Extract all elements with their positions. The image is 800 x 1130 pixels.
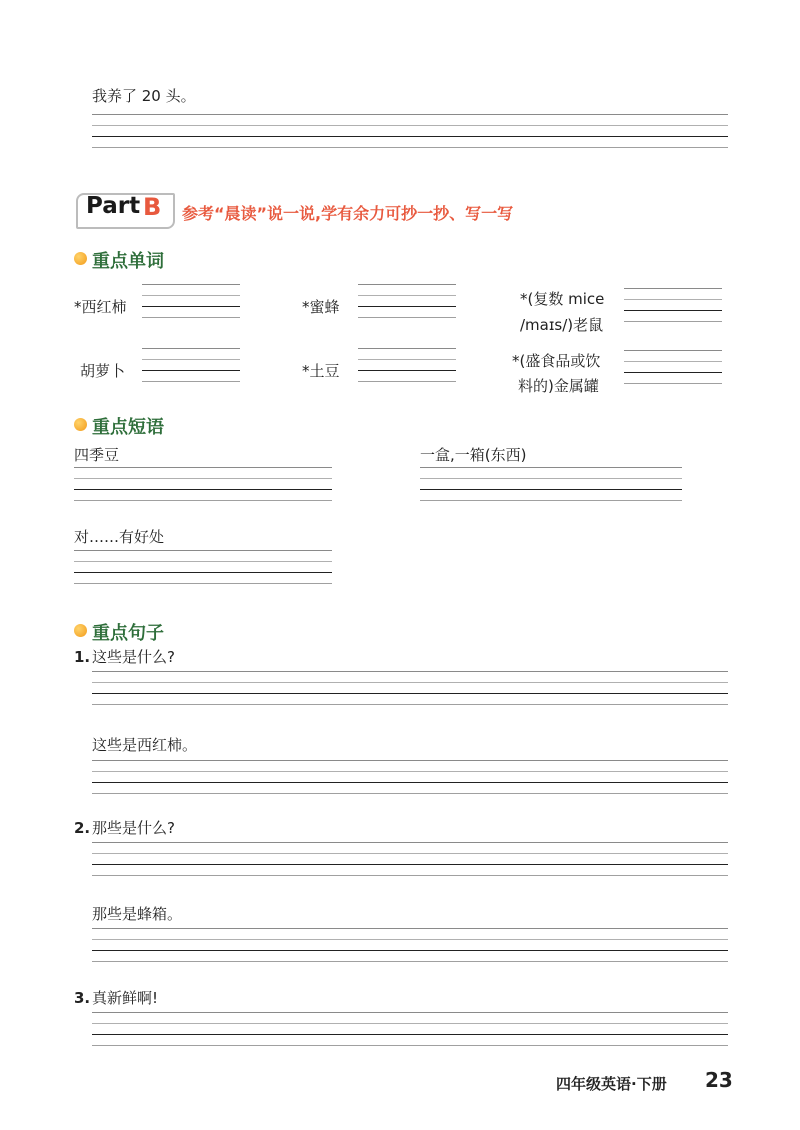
writing-lines[interactable] xyxy=(142,284,240,320)
sentence-text: 那些是蜂箱。 xyxy=(92,905,183,923)
writing-lines[interactable] xyxy=(624,350,722,386)
word-label: *西红柿 xyxy=(74,298,127,316)
word-label: *土豆 xyxy=(302,362,340,380)
section-title-sentences: 重点句子 xyxy=(92,623,164,644)
writing-lines[interactable] xyxy=(74,550,332,586)
writing-lines[interactable] xyxy=(142,348,240,384)
intro-sentence: 我养了 20 头。 xyxy=(92,87,196,105)
sentence-number: 2. xyxy=(74,819,91,837)
writing-lines[interactable] xyxy=(92,928,728,964)
bullet-icon xyxy=(74,418,87,431)
bullet-icon xyxy=(74,252,87,265)
part-letter: B xyxy=(143,193,162,221)
writing-lines[interactable] xyxy=(624,288,722,324)
word-label: 胡萝卜 xyxy=(80,362,126,380)
word-label: *(复数 mice xyxy=(520,290,605,308)
bullet-icon xyxy=(74,624,87,637)
writing-lines[interactable] xyxy=(92,760,728,796)
writing-lines[interactable] xyxy=(358,284,456,320)
sentence-text: 这些是西红柿。 xyxy=(92,736,198,754)
phrase-label: 一盒,一箱(东西) xyxy=(420,446,527,464)
sentence-text: 这些是什么? xyxy=(92,648,175,666)
word-label: 料的)金属罐 xyxy=(518,377,599,395)
writing-lines[interactable] xyxy=(92,842,728,878)
part-instruction: 参考“晨读”说一说,学有余力可抄一抄、写一写 xyxy=(182,204,514,223)
sentence-number: 1. xyxy=(74,648,91,666)
sentence-number: 3. xyxy=(74,989,91,1007)
book-title: 四年级英语·下册 xyxy=(556,1075,667,1093)
section-title-phrases: 重点短语 xyxy=(92,417,164,438)
phrase-label: 对……有好处 xyxy=(74,528,165,546)
sentence-text: 真新鲜啊! xyxy=(92,989,159,1007)
writing-lines[interactable] xyxy=(92,1012,728,1048)
part-label: Part xyxy=(86,193,141,219)
writing-lines[interactable] xyxy=(358,348,456,384)
writing-lines[interactable] xyxy=(92,114,728,150)
phrase-label: 四季豆 xyxy=(74,446,120,464)
writing-lines[interactable] xyxy=(92,671,728,707)
word-label: /maɪs/)老鼠 xyxy=(520,316,604,334)
writing-lines[interactable] xyxy=(420,467,682,503)
page-number: 23 xyxy=(705,1068,733,1092)
word-label: *(盛食品或饮 xyxy=(512,352,601,370)
writing-lines[interactable] xyxy=(74,467,332,503)
word-label: *蜜蜂 xyxy=(302,298,340,316)
sentence-text: 那些是什么? xyxy=(92,819,175,837)
section-title-words: 重点单词 xyxy=(92,251,164,272)
